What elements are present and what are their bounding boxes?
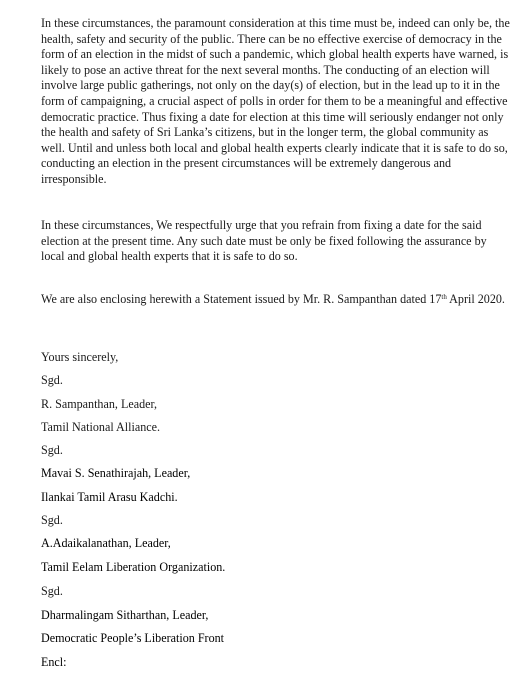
enclosure-sentence: We are also enclosing herewith a Statement issued by Mr. R. Sampanthan dated 17 [41, 292, 442, 306]
signatory-organization: Tamil Eelam Liberation Organization. [41, 560, 226, 574]
signatory-organization: Tamil National Alliance. [41, 420, 161, 434]
signatory-name: A.Adaikalanathan, Leader, [41, 536, 171, 550]
signatory-name: Mavai S. Senathirajah, Leader, [41, 466, 191, 480]
signature-mark: Sgd. [41, 513, 63, 527]
signatory-organization: Democratic People’s Liberation Front [41, 631, 225, 645]
enclosure-sentence-end: April 2020. [446, 292, 505, 306]
signatory-name: Dharmalingam Sitharthan, Leader, [41, 608, 209, 622]
closing-salutation: Yours sincerely, [41, 350, 119, 364]
body-paragraph-2: In these circumstances, We respectfully urge that you refrain from fixing a date for the said election at the present time. Any such date must be only be fixed following the assurance by local and global health experts that it is safe to do so. [41, 218, 487, 264]
body-paragraph-1: In these circumstances, the paramount consideration at this time must be, indeed can only be, the health, safety and security of the public. There can be no effective exercise of democracy in the form of an election in the midst of such a pandemic, which global health experts have warned, is likely to pose an active threat for the next several months. The conducting of an election will involve large public gatherings, not only on the day(s) of election, but in the lead up to it in the form of campaigning, a crucial aspect of polls in order for them to be a meaningful and effective democratic practice. Thus fixing a date for election at this time will seriously endanger not only the health and safety of Sri Lanka’s citizens, but in the longer term, the global community as well. Until and unless both local and global health experts clearly indicate that it is safe to do so, conducting an election in the present circumstances will be extremely dangerous and irresponsible. [41, 16, 510, 186]
signatory-name: R. Sampanthan, Leader, [41, 397, 158, 411]
signature-mark: Sgd. [41, 373, 63, 387]
signature-mark: Sgd. [41, 584, 63, 598]
date-ordinal-suffix: th [441, 293, 447, 301]
signature-mark: Sgd. [41, 443, 63, 457]
enclosure-label: Encl: [41, 655, 67, 669]
body-paragraph-3 [41, 292, 511, 308]
signatory-organization: Ilankai Tamil Arasu Kadchi. [41, 490, 178, 504]
